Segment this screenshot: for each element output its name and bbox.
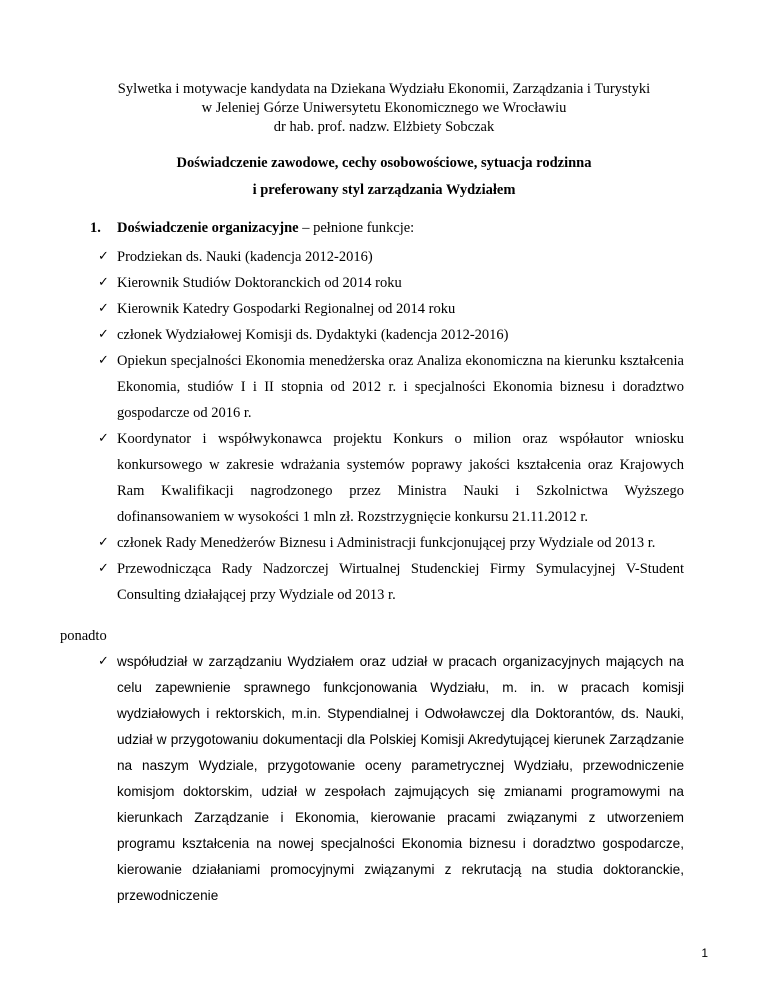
subtitle-line-2: i preferowany styl zarządzania Wydziałem [252, 182, 516, 198]
check-icon: ✓ [98, 301, 109, 316]
list-item [90, 556, 684, 608]
list-item [90, 322, 684, 348]
document-title [60, 80, 708, 137]
title-line-3: dr hab. prof. nadzw. Elżbiety Sobczak [273, 119, 495, 135]
subtitle-line-1: Doświadczenie zawodowe, cechy osobowościowe, sytuacja rodzinna [176, 155, 592, 171]
section-number: 1. [90, 220, 101, 236]
title-line-2: w Jeleniej Górze Uniwersytetu Ekonomicznego we Wrocławiu [201, 100, 567, 116]
functions-list [90, 244, 684, 608]
list-item [90, 296, 684, 322]
section-title [117, 218, 414, 239]
list-item [90, 270, 684, 296]
list-item [90, 426, 684, 530]
list-item [90, 244, 684, 270]
additional-list [90, 649, 684, 909]
list-item-text: Koordynator i współwykonawca projektu Konkurs o milion oraz współautor wniosku konkursowego w zakresie wdrażania systemów poprawy jakości kształcenia oraz Krajowych Ram Kwalifikacji nagrodzonego przez Ministra Nauki i Szkolnictwa Wyższego dofinansowaniem w wysokości 1 mln zł. Rozstrzygnięcie konkursu 21.11.2012 r. [117, 431, 684, 525]
page-number: 1 [701, 946, 708, 960]
check-icon: ✓ [98, 535, 109, 550]
check-icon: ✓ [98, 249, 109, 264]
list-item [90, 649, 684, 909]
section-title-bold: Doświadczenie organizacyjne [117, 220, 299, 236]
list-item-text: Opiekun specjalności Ekonomia menedżerska oraz Analiza ekonomiczna na kierunku kształcenia Ekonomia, studiów I i II stopnia od 2012 r. i specjalności Ekonomia biznesu i doradztwo gospodarcze od 2016 r. [117, 353, 684, 421]
ponadto-label: ponadto [60, 628, 107, 644]
check-icon: ✓ [98, 327, 109, 342]
check-icon: ✓ [98, 561, 109, 576]
list-item-text: współudział w zarządzaniu Wydziałem oraz udział w pracach organizacyjnych mających na celu zapewnienie sprawnego funkcjonowania Wydziału, m. in. w pracach komisji wydziałowych i rektorskich, m.in. Stypendialnej i Odwoławczej dla Doktorantów, ds. Nauki, udział w przygotowaniu dokumentacji dla Polskiej Komisji Akredytującej kierunek Zarządzanie na naszym Wydziale, przygotowanie oceny parametrycznej Wydziału, przewodniczenie komisjom doktorskim, udział w zespołach zajmujących się zmianami programowymi na kierunkach Zarządzanie i Ekonomia, kierowanie pracami związanymi z utworzeniem programu kształcenia na nowej specjalności Ekonomia biznesu i doradztwo gospodarcze, kierowanie działaniami promocyjnymi związanymi z rekrutacją na studia doktoranckie, przewodniczenie [117, 654, 684, 903]
check-icon: ✓ [98, 431, 109, 446]
title-line-1: Sylwetka i motywacje kandydata na Dziekana Wydziału Ekonomii, Zarządzania i Turystyki [117, 81, 651, 97]
list-item-text: Przewodnicząca Rady Nadzorczej Wirtualnej Studenckiej Firmy Symulacyjnej V-Student Consulting działającej przy Wydziale od 2013 r. [117, 561, 684, 603]
list-item-text: Prodziekan ds. Nauki (kadencja 2012-2016) [117, 249, 373, 265]
list-item-text: Kierownik Katedry Gospodarki Regionalnej od 2014 roku [117, 301, 456, 317]
list-item [90, 530, 684, 556]
check-icon: ✓ [98, 353, 109, 368]
section-heading [90, 218, 684, 239]
section-organizational-experience [90, 218, 684, 608]
check-icon: ✓ [98, 654, 109, 669]
section-title-rest: – pełnione funkcje: [298, 220, 415, 236]
check-icon: ✓ [98, 275, 109, 290]
list-item-text: Kierownik Studiów Doktoranckich od 2014 roku [117, 275, 402, 291]
document-subtitle [60, 150, 708, 204]
list-item-text: członek Wydziałowej Komisji ds. Dydaktyki (kadencja 2012-2016) [117, 327, 509, 343]
list-item [90, 348, 684, 426]
section-additional [90, 649, 684, 909]
list-item-text: członek Rady Menedżerów Biznesu i Administracji funkcjonującej przy Wydziale od 2013 r. [117, 535, 656, 551]
